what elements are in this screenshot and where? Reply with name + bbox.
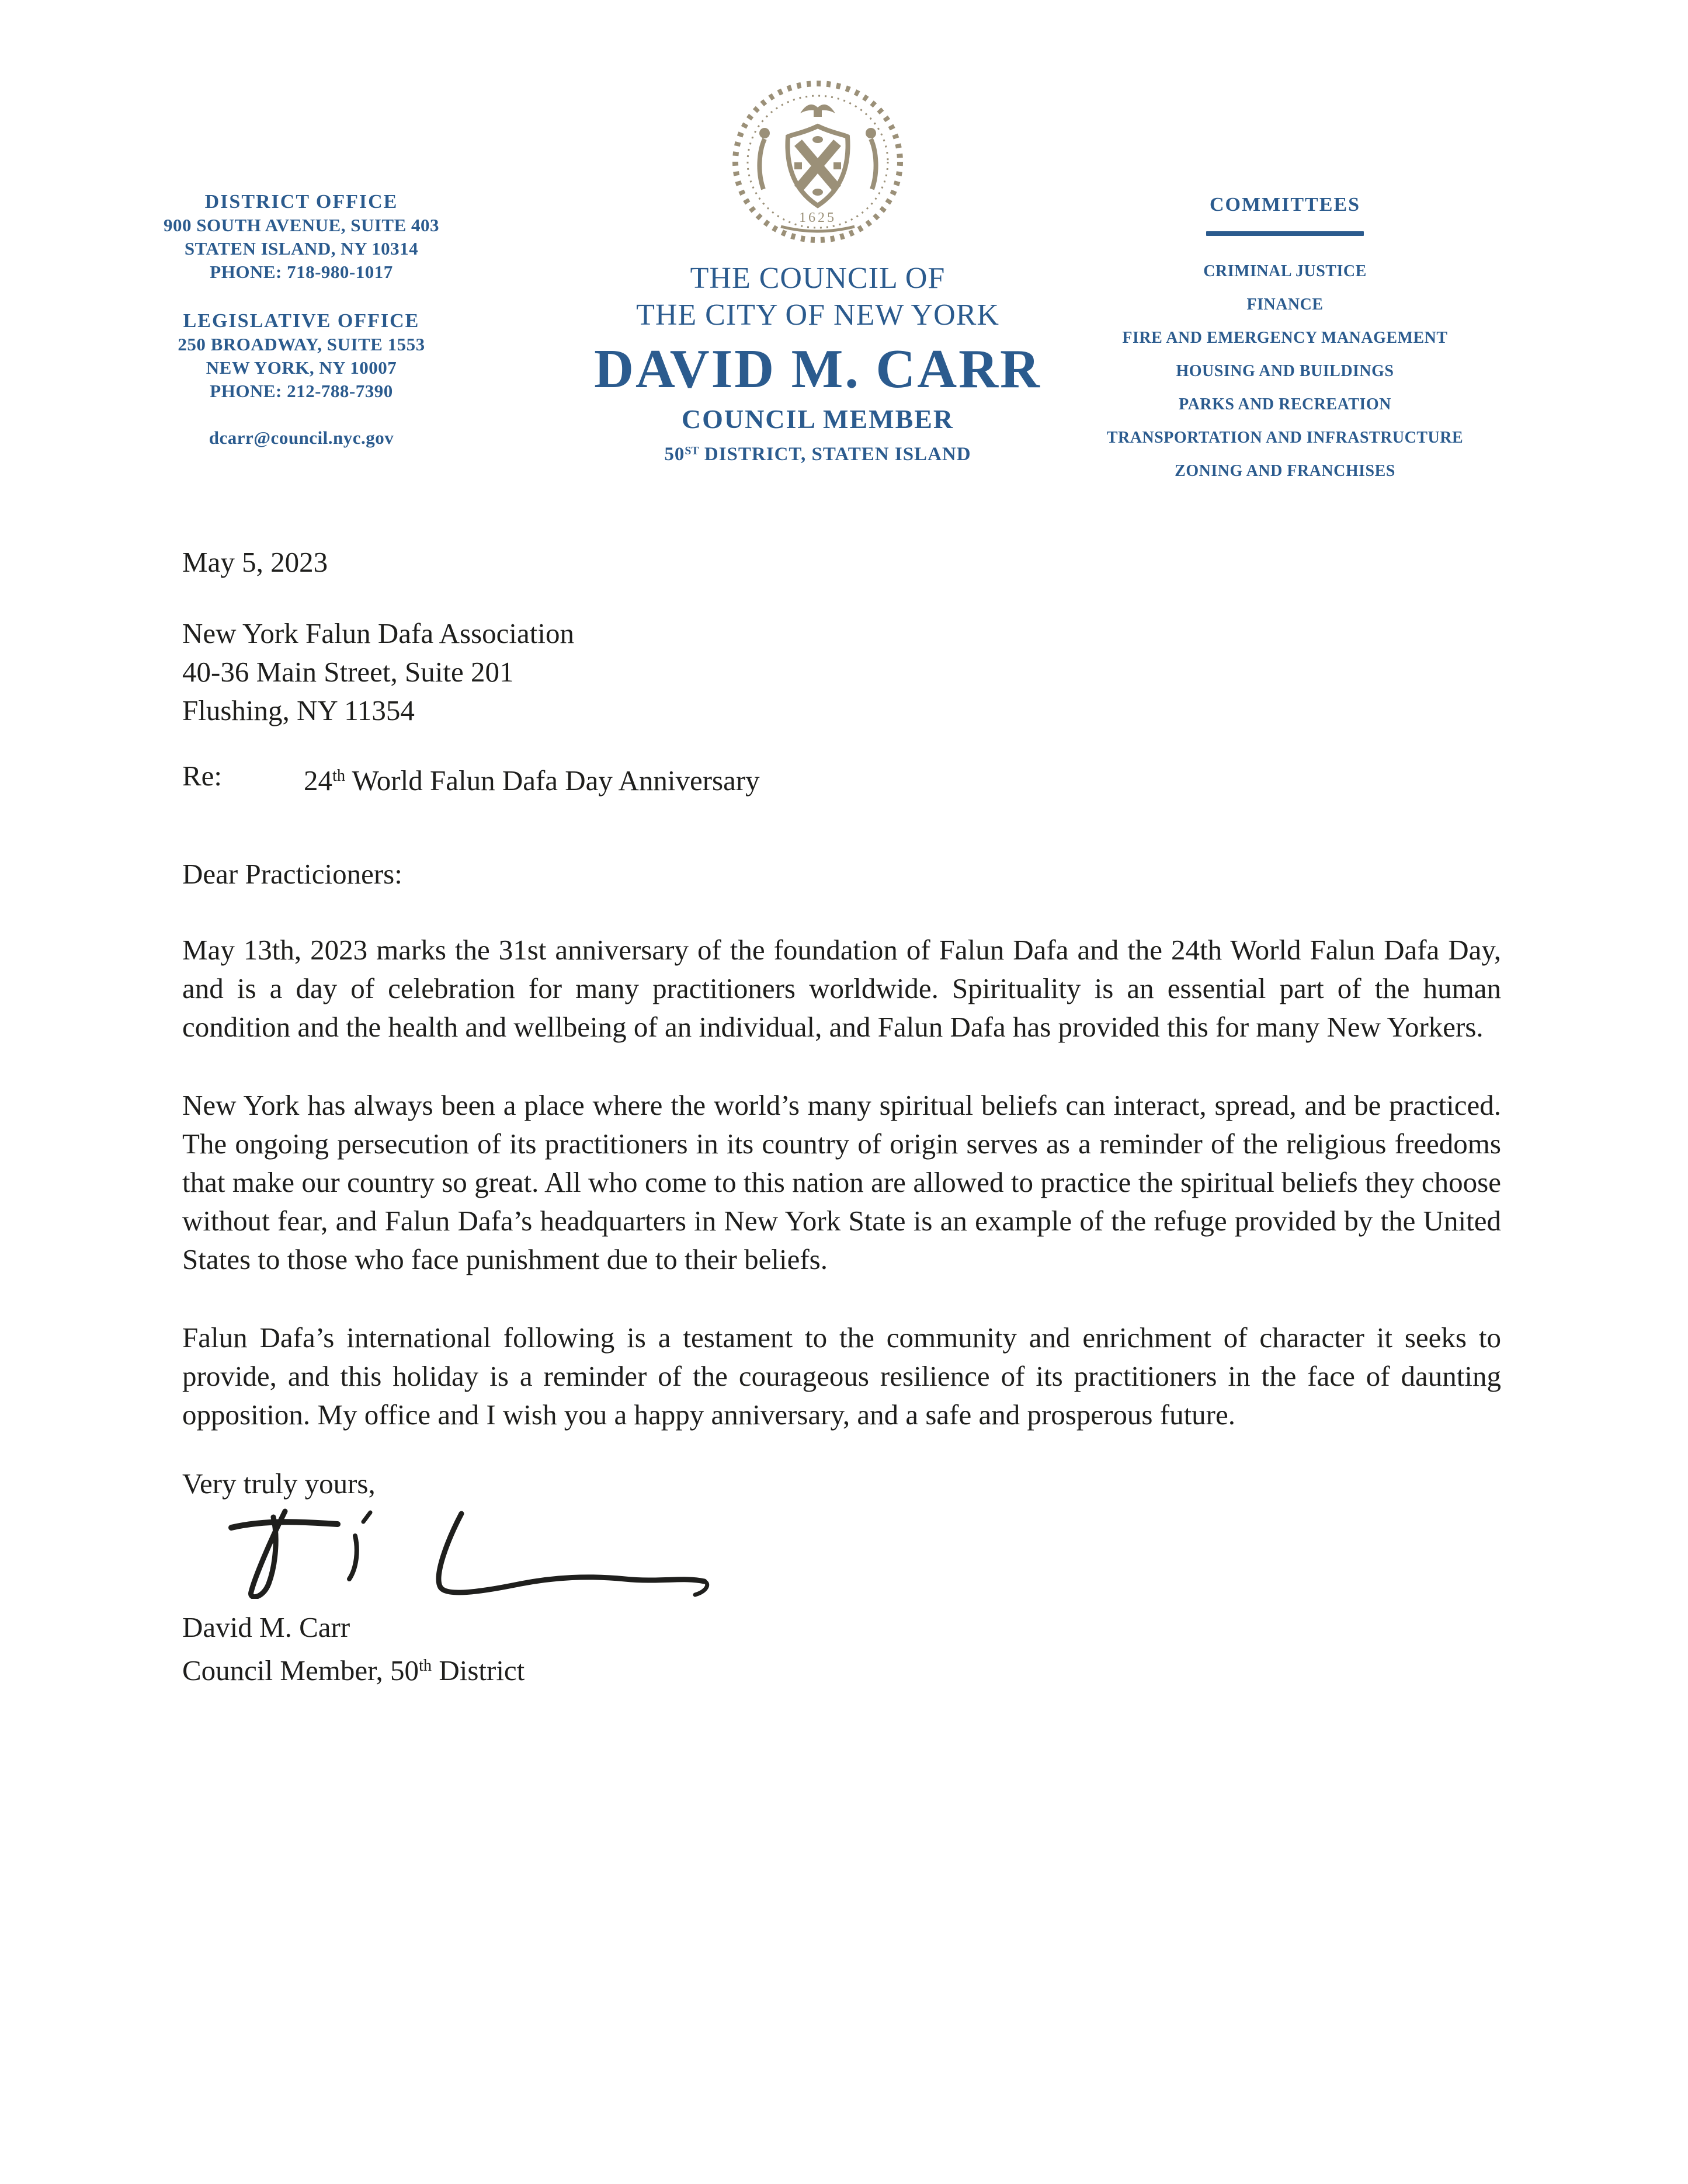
recipient-line: Flushing, NY 11354	[182, 694, 415, 726]
recipient-address-block	[182, 614, 1501, 730]
recipient-line: 40-36 Main Street, Suite 201	[182, 656, 514, 688]
district-office-address-line: STATEN ISLAND, NY 10314	[184, 238, 419, 259]
signature-block	[182, 1505, 1501, 1593]
district-number: 50	[664, 444, 685, 465]
district-office-address-line: 900 SOUTH AVENUE, SUITE 403	[163, 215, 440, 235]
re-subject-rest: World Falun Dafa Day Anniversary	[345, 764, 760, 797]
committee-item: FIRE AND EMERGENCY MANAGEMENT	[1122, 329, 1448, 347]
re-label: Re:	[182, 760, 223, 792]
district-office-phone	[97, 260, 506, 284]
letterhead-center-column	[569, 77, 1066, 467]
committee-item: HOUSING AND BUILDINGS	[1176, 362, 1394, 380]
signer-title-rest: District	[432, 1654, 525, 1686]
signer-title	[182, 1647, 1501, 1690]
legislative-office-address-line: 250 BROADWAY, SUITE 1553	[178, 334, 425, 354]
committees-list	[1016, 255, 1554, 488]
re-ordinal-suffix: th	[332, 767, 346, 785]
letterhead-left-column	[97, 190, 506, 450]
letter-date: May 5, 2023	[182, 546, 328, 578]
letterhead-committees-column	[1016, 193, 1554, 488]
recipient-line: New York Falun Dafa Association	[182, 617, 574, 649]
phone-number: 718-980-1017	[287, 262, 393, 282]
signer-title-prefix: Council Member, 50	[182, 1654, 419, 1686]
phone-number: 212-788-7390	[287, 381, 393, 401]
closing-valediction: Very truly yours,	[182, 1467, 376, 1500]
legislative-office-address-line: NEW YORK, NY 10007	[206, 357, 397, 378]
committees-title: COMMITTEES	[1209, 194, 1361, 215]
district-ordinal-suffix: ST	[685, 444, 699, 457]
handwritten-signature	[216, 1505, 718, 1599]
body-paragraph: Falun Dafa’s international following is a testament to the community and enrichment of character it seeks to provide, and this holiday is a reminder of the courageous resilience of its practitioners in the face of daunting opposition. My office and I wish you a happy anniversary, and a safe and prosperous future.	[182, 1321, 1501, 1431]
org-name-line2: THE CITY OF NEW YORK	[636, 298, 999, 332]
body-paragraph: May 13th, 2023 marks the 31st anniversary of the foundation of Falun Dafa and the 24th World Falun Dafa Day, and is a day of celebration for many practitioners worldwide. Spirituality is an essential part of the human condition and the health and wellbeing of an individual, and Falun Dafa has provided this for many New Yorkers.	[182, 934, 1501, 1043]
org-name-line1: THE COUNCIL OF	[690, 262, 946, 295]
signer-name: David M. Carr	[182, 1611, 350, 1643]
committee-item: ZONING AND FRANCHISES	[1175, 462, 1395, 480]
committee-item: FINANCE	[1246, 295, 1324, 314]
body-paragraph: New York has always been a place where the world’s many spiritual beliefs can interact, spread, and be practiced. The ongoing persecution of its practitioners in its country of origin serves as a reminder of the religious freedoms that make our country so great. All who come to this nation are allowed to practice the spiritual beliefs they choose without fear, and Falun Dafa’s headquarters in New York State is an example of the refuge provided by the United States to those who face punishment due to their beliefs.	[182, 1089, 1501, 1275]
re-number: 24	[304, 764, 332, 797]
committee-item: TRANSPORTATION AND INFRASTRUCTURE	[1106, 429, 1464, 447]
council-member-email: dcarr@council.nyc.gov	[209, 427, 394, 448]
council-member-name: DAVID M. CARR	[594, 339, 1041, 399]
phone-label: PHONE:	[210, 381, 282, 401]
council-member-role: COUNCIL MEMBER	[681, 404, 954, 434]
committee-item: CRIMINAL JUSTICE	[1203, 262, 1367, 280]
nyc-council-seal-icon	[727, 77, 908, 246]
seal-year: 1625	[799, 210, 836, 225]
legislative-office-phone	[97, 380, 506, 403]
signer-title-ordinal-suffix: th	[418, 1657, 432, 1675]
district-designation	[569, 438, 1066, 467]
district-text: DISTRICT, STATEN ISLAND	[699, 444, 971, 465]
salutation: Dear Practicioners:	[182, 858, 402, 890]
district-office-title: DISTRICT OFFICE	[204, 191, 398, 213]
legislative-office-title: LEGISLATIVE OFFICE	[183, 310, 420, 332]
phone-label: PHONE:	[210, 262, 282, 282]
committees-underline	[1206, 231, 1364, 236]
committee-item: PARKS AND RECREATION	[1179, 395, 1391, 413]
re-subject-text	[304, 757, 760, 800]
re-subject-line	[182, 757, 1501, 800]
letter-body	[182, 543, 1501, 1690]
